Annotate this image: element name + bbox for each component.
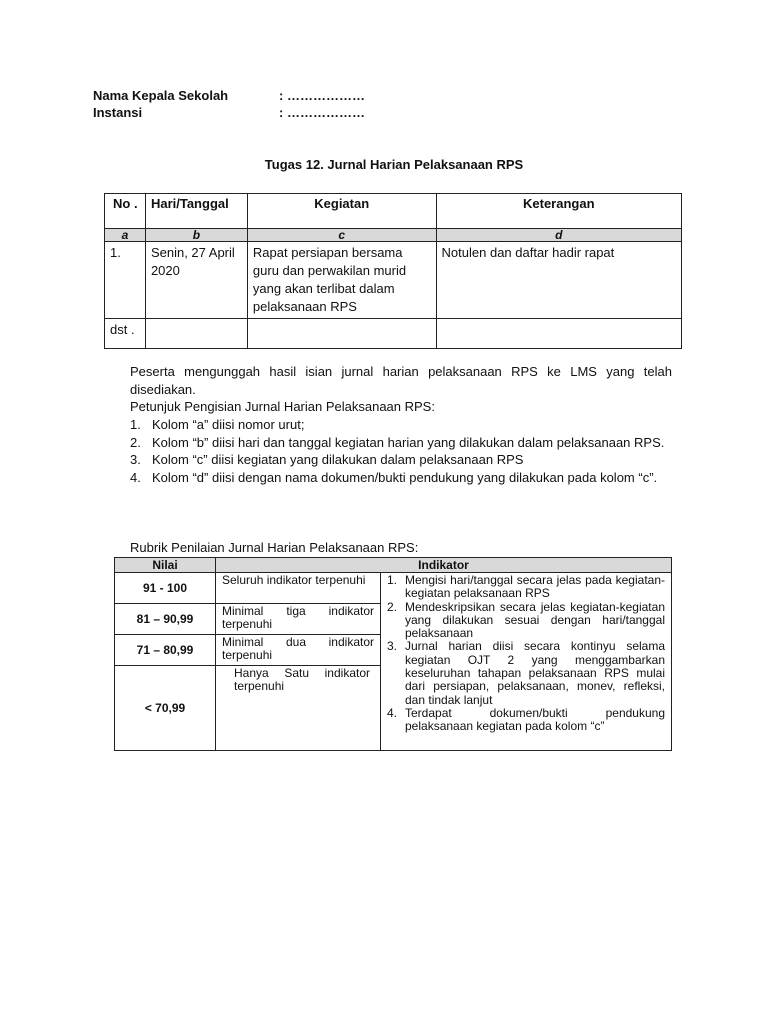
col-header-nilai: Nilai xyxy=(115,558,216,573)
col-header-hari-tanggal: Hari/Tanggal xyxy=(145,194,247,229)
cell-keterangan: Notulen dan daftar hadir rapat xyxy=(436,242,681,319)
list-item: 3. Jurnal harian diisi secara kontinyu selama kegiatan OJT 2 yang menggambarkan keseluruhan tahapan pelaksanaan RPS mulai dari persiapan, pelaksanaan, monev, refleksi, dan tindak lanjut xyxy=(387,639,665,707)
cell-indikator: Seluruh indikator terpenuhi xyxy=(216,573,381,604)
paragraph-upload: Peserta mengunggah hasil isian jurnal harian pelaksanaan RPS ke LMS yang telah disediakan. xyxy=(130,364,672,397)
table-row xyxy=(105,319,682,349)
sub-header-c: c xyxy=(247,229,436,242)
list-item: 4. Kolom “d” diisi dengan nama dokumen/bukti pendukung yang dilakukan pada kolom “c”. xyxy=(130,469,658,485)
rubrik-table xyxy=(114,557,672,751)
petunjuk-list xyxy=(130,416,672,486)
table-row xyxy=(115,573,672,604)
jurnal-table xyxy=(104,193,682,349)
list-item: 1. Mengisi hari/tanggal secara jelas pada kegiatan-kegiatan pelaksanaan RPS xyxy=(387,573,665,601)
indikator-list xyxy=(387,574,665,734)
cell-no: 1. xyxy=(105,242,146,319)
cell-nilai: 91 - 100 xyxy=(115,573,216,604)
cell-kegiatan: Rapat persiapan bersama guru dan perwakilan murid yang akan terlibat dalam pelaksanaan RPS xyxy=(247,242,436,319)
list-item: 2. Kolom “b” diisi hari dan tanggal kegiatan harian yang dilakukan dalam pelaksanaan RPS. xyxy=(130,434,665,450)
rubrik-title: Rubrik Penilaian Jurnal Harian Pelaksanaan RPS: xyxy=(130,540,419,555)
cell-no: dst . xyxy=(105,319,146,349)
col-header-no: No . xyxy=(105,194,146,229)
col-header-keterangan: Keterangan xyxy=(436,194,681,229)
sub-header-d: d xyxy=(436,229,681,242)
cell-keterangan xyxy=(436,319,681,349)
petunjuk-title: Petunjuk Pengisian Jurnal Harian Pelaksanaan RPS: xyxy=(130,399,435,414)
col-header-indikator: Indikator xyxy=(216,558,672,573)
sub-header-a: a xyxy=(105,229,146,242)
cell-nilai: 81 – 90,99 xyxy=(115,604,216,635)
label-nama-kepala-sekolah: Nama Kepala Sekolah xyxy=(93,88,229,103)
cell-indikator: Minimal tiga indikator terpenuhi xyxy=(216,604,381,635)
list-item: 1. Kolom “a” diisi nomor urut; xyxy=(130,417,305,432)
indikator-list-cell xyxy=(381,573,672,751)
cell-nilai: 71 – 80,99 xyxy=(115,635,216,666)
cell-indikator: Minimal dua indikator terpenuhi xyxy=(216,635,381,666)
list-item: 4. Terdapat dokumen/bukti pendukung pelaksanaan kegiatan pada kolom “c” xyxy=(387,705,665,734)
page-title: Tugas 12. Jurnal Harian Pelaksanaan RPS xyxy=(264,157,524,172)
table-row xyxy=(105,242,682,319)
list-item: 2. Mendeskripsikan secara jelas kegiatan-kegiatan yang dilakukan sesuai dengan hari/tanggal pelaksanaan xyxy=(387,599,665,641)
sub-header-b: b xyxy=(145,229,247,242)
cell-hari-tanggal: Senin, 27 April 2020 xyxy=(145,242,247,319)
cell-hari-tanggal xyxy=(145,319,247,349)
list-item: 3. Kolom “c” diisi kegiatan yang dilakukan dalam pelaksanaan RPS xyxy=(130,452,524,467)
cell-nilai: < 70,99 xyxy=(115,666,216,751)
col-header-kegiatan: Kegiatan xyxy=(247,194,436,229)
cell-kegiatan xyxy=(247,319,436,349)
value-nama-kepala-sekolah: : ……………… xyxy=(279,88,365,103)
value-instansi: : ……………… xyxy=(279,105,365,120)
cell-indikator: Hanya Satu indikator terpenuhi xyxy=(216,666,381,751)
label-instansi: Instansi xyxy=(93,105,143,120)
